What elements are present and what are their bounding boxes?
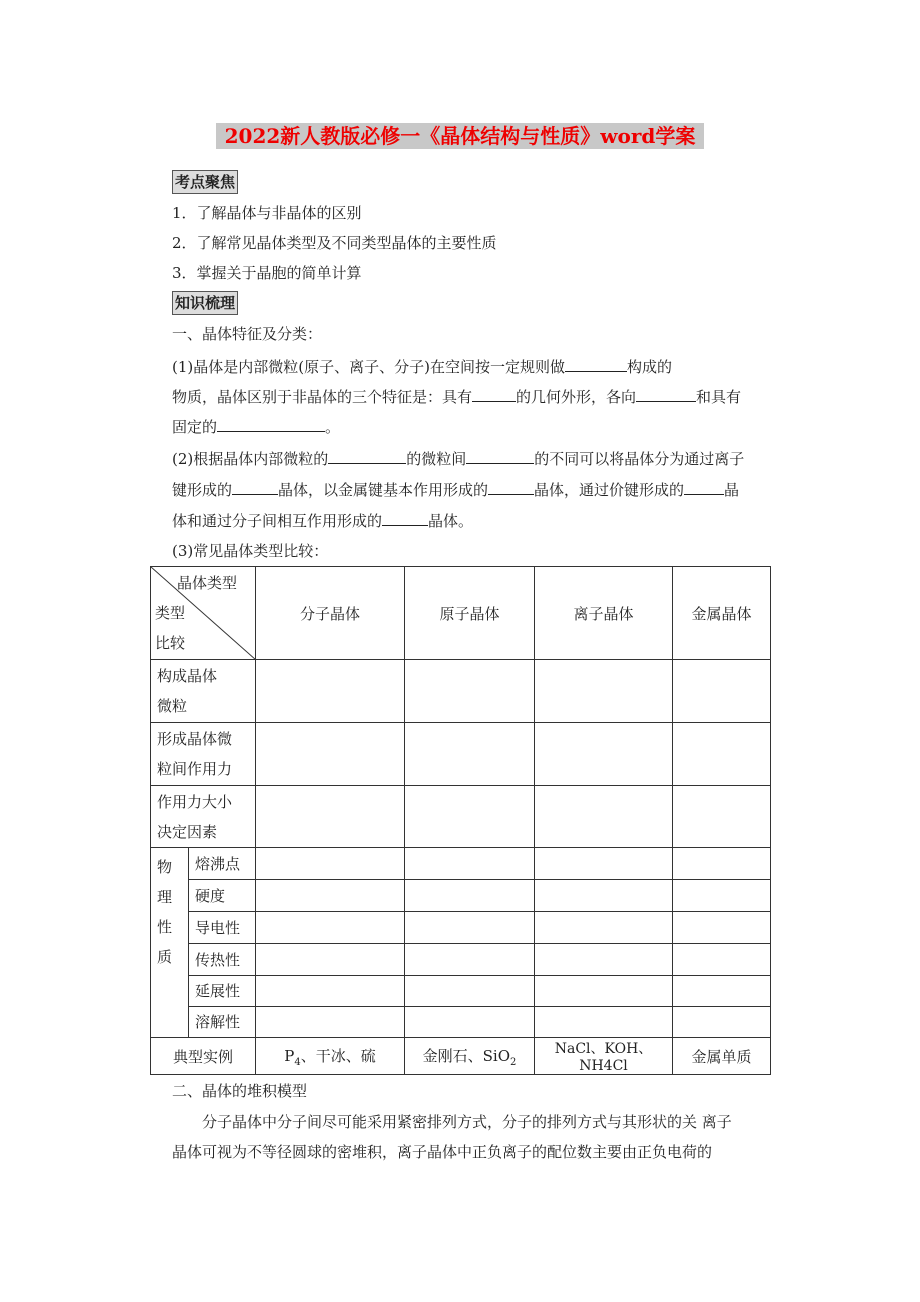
paragraph-3: (3)常见晶体类型比较：: [172, 542, 329, 560]
column-header: 金属晶体: [673, 567, 771, 660]
column-header: 分子晶体: [256, 567, 405, 660]
text: 的几何外形，各向: [516, 388, 637, 406]
text: (2)根据晶体内部微粒的: [172, 450, 329, 468]
fill-blank[interactable]: [472, 386, 516, 402]
fill-blank[interactable]: [636, 386, 696, 402]
table-row: [151, 1007, 771, 1038]
table-row: [151, 660, 771, 723]
paragraph-1-line2: [172, 386, 741, 407]
table-row: [151, 912, 771, 944]
row-label: 形成晶体微 粒间作用力: [151, 723, 256, 786]
row-label: 硬度: [189, 880, 256, 912]
corner-label: 晶体类型: [177, 574, 238, 592]
text: 晶: [724, 481, 740, 499]
table-row: [151, 944, 771, 976]
fill-blank[interactable]: [684, 479, 724, 495]
paragraph-1: [172, 356, 672, 377]
fill-blank[interactable]: [328, 448, 406, 464]
row-label: 延展性: [189, 976, 256, 1007]
fill-blank[interactable]: [488, 479, 534, 495]
fill-blank[interactable]: [217, 416, 325, 432]
text: 的微粒间: [406, 450, 467, 468]
row-label: 导电性: [189, 912, 256, 944]
text: 固定的: [172, 418, 218, 436]
paragraph-2-line2: [172, 479, 739, 500]
row-label: 熔沸点: [189, 848, 256, 880]
section-focus-heading: 考点聚焦: [172, 170, 238, 194]
text: 和具有: [696, 388, 742, 406]
corner-label: 比较: [155, 634, 186, 652]
row-label: 溶解性: [189, 1007, 256, 1038]
text: 的不同可以将晶体分为通过离子: [534, 450, 745, 468]
row-label: 构成晶体 微粒: [151, 660, 256, 723]
focus-item: 1．了解晶体与非晶体的区别: [172, 204, 362, 222]
text: 构成的: [626, 358, 672, 376]
text: 晶体，通过价键形成的: [534, 481, 685, 499]
table-row: [151, 880, 771, 912]
example-cell: NaCl、KOH、NH4Cl: [535, 1038, 673, 1075]
fill-blank[interactable]: [232, 479, 278, 495]
paragraph-2: [172, 448, 744, 469]
row-label: 作用力大小 决定因素: [151, 786, 256, 848]
section-review-heading: 知识梳理: [172, 291, 238, 315]
row-label: 典型实例: [151, 1038, 256, 1075]
text: 物质，晶体区别于非晶体的三个特征是：具有: [172, 388, 473, 406]
corner-label: 类型: [155, 604, 186, 622]
example-cell: 金属单质: [673, 1038, 771, 1075]
text: 键形成的: [172, 481, 233, 499]
paragraph-part2-line2: 晶体可视为不等径圆球的密堆积，离子晶体中正负离子的配位数主要由正负电荷的: [172, 1143, 713, 1161]
paragraph-part2: 分子晶体中分子间尽可能采用紧密排列方式，分子的排列方式与其形状的关 离子: [202, 1113, 732, 1131]
paragraph-1-line3: [172, 416, 340, 437]
text: (1)晶体是内部微粒(原子、离子、分子)在空间按一定规则做: [172, 358, 565, 376]
focus-item: 3．掌握关于晶胞的简单计算: [172, 264, 362, 282]
table-row: [151, 848, 771, 880]
text: 。: [325, 418, 341, 436]
text: 体和通过分子间相互作用形成的: [172, 512, 383, 530]
table-header-row: [151, 567, 771, 660]
column-header: 原子晶体: [405, 567, 535, 660]
fill-blank[interactable]: [466, 448, 534, 464]
physical-properties-label: 物 理 性 质: [151, 848, 189, 1038]
table-row: [151, 723, 771, 786]
table-row-examples: [151, 1038, 771, 1075]
paragraph-2-line3: [172, 510, 473, 531]
table-row: [151, 786, 771, 848]
example-cell: 金刚石、SiO$_2$: [405, 1038, 535, 1075]
document-title: 2022新人教版必修一《晶体结构与性质》word学案: [216, 123, 704, 149]
part1-heading: 一、晶体特征及分类：: [172, 325, 323, 343]
crystal-comparison-table: [150, 566, 771, 1075]
fill-blank[interactable]: [565, 356, 627, 372]
table-row: [151, 976, 771, 1007]
column-header: 离子晶体: [535, 567, 673, 660]
fill-blank[interactable]: [382, 510, 428, 526]
text: 晶体。: [428, 512, 474, 530]
diagonal-corner-cell: [151, 567, 256, 660]
part2-heading: 二、晶体的堆积模型: [172, 1082, 308, 1100]
text: 晶体，以金属键基本作用形成的: [278, 481, 489, 499]
example-cell: $P_4$、干冰、硫: [256, 1038, 405, 1075]
focus-item: 2．了解常见晶体类型及不同类型晶体的主要性质: [172, 234, 497, 252]
row-label: 传热性: [189, 944, 256, 976]
